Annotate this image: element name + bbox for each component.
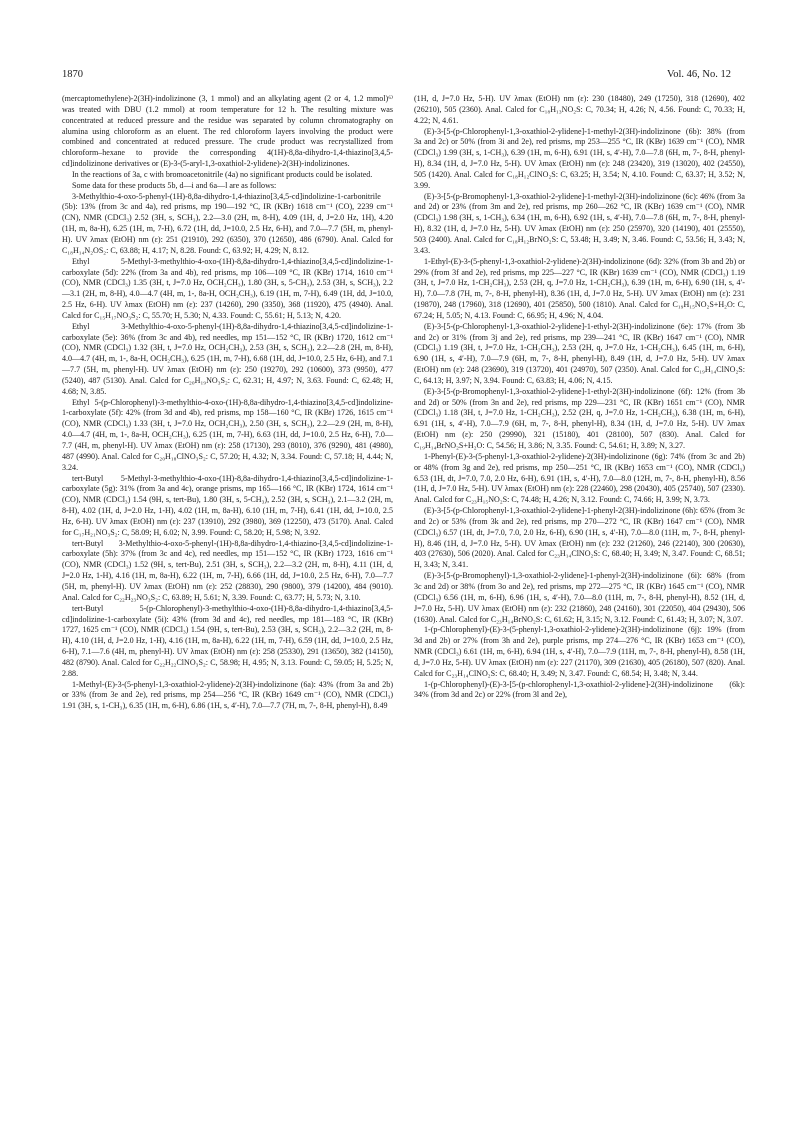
compound-entry: (E)-3-[5-(p-Bromophenyl-1,3-oxathiol-2-ylidene]-1-ethyl-2(3H)-indolizinone (6f): 12% (from 3b and 2d) or 50% (from 3n and 2e), red prisms, mp 229—231 °C, IR (KBr) 1651 cm⁻¹ (CO), NMR (CDCl₃) 1.18 (3H, t, J=7.0 Hz, 1-CH₂CH₃), 2.52 (2H, q, J=7.0 Hz, 1-CH₂CH₃), 6.38 (1H, m, 6-H), 6.91 (1H, s, 4′-H), 7.0—7.9 (6H, m, 7-, 8-H, phenyl-H), 8.34 (1H, d, J=7.0 Hz, 5-H). UV λmax (EtOH) nm (ε): 250 (29990), 321 (15180), 401 (28100), 507 (830). Anal. Calcd for C₁₉H₁₄BrNO₂S+H₂O: C, 54.56; H, 3.86; N, 3.35. Found: C, 54.61; H, 3.89; N, 3.27.	[414, 386, 745, 450]
compound-entry: Ethyl 5-(p-Chlorophenyl)-3-methylthio-4-oxo-(1H)-8,8a-dihydro-1,4-thiazino[3,4,5-cd]indolizine-1-carboxylate (5f): 42% (from 3d and 4b), red prisms, mp 158—160 °C, IR (KBr) 1726, 1615 cm⁻¹ (CO), NMR (CDCl₃) 1.33 (3H, t, J=7.0 Hz, OCH₂CH₃), 2.50 (3H, s, SCH₃), 2.2—2.9 (2H, m, 8-H), 4.0—4.7 (4H, m, 1-, 8a-H, OCH₂CH₃), 6.25 (1H, m, 7-H), 6.63 (1H, dd, J=10.0, 2.5 Hz, 6-H), 7.0—7.7 (4H, m, phenyl-H). UV λmax (EtOH) nm (ε): 258 (17130), 293 (8010), 376 (9290), 481 (4980), 487 (4990). Anal. Calcd for C₂₀H₁₈ClNO₃S₂: C, 57.20; H, 4.32; N, 3.34. Found: C, 57.18; H, 4.44; N, 3.24.	[62, 397, 393, 472]
compound-entry: 1-Methyl-(E)-3-(5-phenyl-1,3-oxathiol-2-ylidene)-2(3H)-indolizinone (6a): 43% (from 3a and 2b) or 33% (from 3e and 2e), red prisms, mp 254—256 °C, IR (KBr) 1649 cm⁻¹ (CO), NMR (CDCl₃) 1.91 (3H, s, 1-CH₃), 6.35 (1H, m, 6-H), 6.86 (1H, s, 4′-H), 7.0—7.7 (7H, m, 7-, 8-H, phenyl-H), 8.49	[62, 679, 393, 711]
compound-entry: 3-Methylthio-4-oxo-5-phenyl-(1H)-8,8a-dihydro-1,4-thiazino[3,4,5-cd]indolizine-1-carbonitrile (5b): 13% (from 3c and 4a), red prisms, mp 190—192 °C, IR (KBr) 1618 cm⁻¹ (CO), 2239 cm⁻¹ (CN), NMR (CDCl₃) 2.52 (3H, s, SCH₃), 2.2—3.0 (2H, m, 8-H), 4.09 (1H, d, J=2.0 Hz, 1H), 4.20 (1H, m, 8a-H), 6.25 (1H, m, 7-H), 6.72 (1H, dd, J=10.0, 2.5 Hz, 6-H), and 7.0—7.7 (5H, m, phenyl-H). UV λmax (EtOH) nm (ε): 251 (21910), 292 (6350), 370 (12650), 486 (6790). Anal. Calcd for C₁₈H₁₄N₂OS₂: C, 63.88; H, 4.17; N, 8.28. Found: C, 63.92; H, 4.29; N, 8.12.	[62, 191, 393, 255]
paragraph: In the reactions of 3a, c with bromoacetonitrile (4a) no significant products could be isolated.	[72, 169, 373, 179]
compound-entry: Ethyl 5-Methyl-3-methylthio-4-oxo-(1H)-8,8a-dihydro-1,4-thiazino[3,4,5-cd]indolizine-1-carboxylate (5d): 22% (from 3a and 4b), red prisms, mp 106—109 °C, IR (KBr) 1714, 1610 cm⁻¹ (CO), NMR (CDCl₃) 1.35 (3H, t, J=7.0 Hz, OCH₂CH₃), 1.80 (3H, s, 5-CH₃), 2.53 (3H, s, SCH₃), 2.2—3.1 (2H, m, 8-H), 4.0—4.7 (4H, m, 1-, 8a-H, OCH₂CH₃), 6.19 (1H, m, 7-H), 6.49 (1H, dd, J=10.0, 2.5 Hz, 6-H). UV λmax (EtOH) nm (ε): 237 (14260), 290 (3350), 368 (11920), 475 (4940). Anal. Calcd for C₁₅H₁₇NO₃S₂: C, 55.70; H, 5.30; N, 4.33. Found: C, 55.61; H, 5.13; N, 4.20.	[62, 256, 393, 320]
compound-entry: tert-Butyl 5-(p-Chlorophenyl)-3-methylthio-4-oxo-(1H)-8,8a-dihydro-1,4-thiazino[3,4,5-cd]indolizine-1-carboxylate (5i): 43% (from 3d and 4c), red needles, mp 181—183 °C, IR (KBr) 1727, 1625 cm⁻¹ (CO), NMR (CDCl₃) 1.54 (9H, s, tert-Bu), 2.53 (3H, s, SCH₃), 2.2—3.2 (2H, m, 8-H), 4.10 (1H, d, J=2.0 Hz, 1-H), 4.16 (1H, m, 8a-H), 6.22 (1H, m, 7-H), 6.59 (1H, dd, J=10.0, 2.5 Hz, 6-H), 7.1—7.6 (4H, m, phenyl-H). UV λmax (EtOH) nm (ε): 258 (25330), 291 (13650), 382 (14150), 482 (8790). Anal. Calcd for C₂₂H₂₂ClNO₃S₂: C, 58.98; H, 4.95; N, 3.13. Found: C, 59.05; H, 5.25; N, 2.88.	[62, 603, 393, 678]
compound-entry: Ethyl 3-Methylthio-4-oxo-5-phenyl-(1H)-8,8a-dihydro-1,4-thiazino[3,4,5-cd]indolizine-1-carboxylate (5e): 36% (from 3c and 4b), red needles, mp 151—152 °C, IR (KBr) 1720, 1612 cm⁻¹ (CO), NMR (CDCl₃) 1.32 (3H, t, J=7.0 Hz, OCH₂CH₃), 2.53 (3H, s, SCH₃), 2.2—2.8 (2H, m, 8-H), 4.0—4.7 (4H, m, 1-, 8a-H, OCH₂CH₃), 6.25 (1H, m, 7-H), 6.68 (1H, dd, J=10.0, 2.5 Hz, 6-H), and 7.1—7.7 (5H, m, phenyl-H). UV λmax (EtOH) nm (ε): 250 (19270), 292 (10600), 373 (9950), 477 (5240), 487 (5130). Anal. Calcd for C₂₀H₁₉NO₃S₂: C, 62.31; H, 4.97; N, 3.63. Found: C, 62.48; H, 4.68; N, 3.85.	[62, 321, 393, 396]
compound-entry: (E)-3-[5-(p-Chlorophenyl-1,3-oxathiol-2-ylidene]-1-methyl-2(3H)-indolizinone (6b): 38% (from 3a and 2c) or 50% (from 3i and 2e), red prisms, mp 253—255 °C, IR (KBr) 1639 cm⁻¹ (CO), NMR (CDCl₃) 1.99 (3H, s, 1-CH₃), 6.39 (1H, m, 6-H), 6.91 (1H, s, 4′-H), 7.0—7.8 (6H, m, 7-, 8-H, phenyl-H), 8.34 (1H, d, J=7.0 Hz, 5-H). UV λmax (EtOH) nm (ε): 248 (23420), 319 (13020), 402 (24550), 505 (1420). Anal. Calcd for C₁₈H₁₂ClNO₂S: C, 63.25; H, 3.54; N, 4.10. Found: C, 63.37; H, 3.52; N, 3.99.	[414, 126, 745, 190]
compound-entry: (E)-3-[5-(p-Chlorophenyl-1,3-oxathiol-2-ylidene]-1-phenyl-2(3H)-indolizinone (6h): 65% (from 3c and 2c) or 53% (from 3k and 2e), red prisms, mp 270—272 °C, IR (KBr) 1647 cm⁻¹ (CO), NMR (CDCl₃) 6.57 (1H, dt, J=7.0, 7.0, 2.0 Hz, 6-H), 6.90 (1H, s, 4′-H), 7.0—8.0 (11H, m, 7-, 8-H, phenyl-H), 8.46 (1H, d, J=7.0 Hz, 5-H). UV λmax (EtOH) nm (ε): 232 (21260), 246 (22140), 300 (20630), 403 (27630), 506 (2020). Anal. Calcd for C₂₃H₁₄ClNO₂S: C, 68.40; H, 3.49; N, 3.47. Found: C, 68.51; H, 3.43; N, 3.41.	[414, 506, 745, 570]
left-column	[62, 94, 393, 712]
compound-entry: 1-Ethyl-(E)-3-(5-phenyl-1,3-oxathiol-2-ylidene)-2(3H)-indolizinone (6d): 32% (from 3b and 2b) or 29% (from 3f and 2e), red prisms, mp 225—227 °C, IR (KBr) 1639 cm⁻¹ (CO), NMR (CDCl₃) 1.19 (3H, t, J=7.0 Hz, 1-CH₂CH₃), 2.53 (2H, q, J=7.0 Hz, 1-CH₂CH₃), 6.39 (1H, m, 6-H), 6.90 (1H, s, 4′-H), 7.0—7.8 (7H, m, 7-, 8-H, phenyl-H), 8.36 (1H, d, J=7.0 Hz, 5-H). UV λmax (EtOH) nm (ε): 231 (19870), 248 (17960), 318 (12690), 401 (25850), 500 (1810). Anal. Calcd for C₁₉H₁₅NO₂S+H₂O: C, 67.24; H, 5.05; N, 4.13. Found: C, 66.95; H, 4.96; N, 4.04.	[414, 256, 745, 320]
compound-entry: tert-Butyl 3-Methylthio-4-oxo-5-phenyl-(1H)-8,8a-dihydro-1,4-thiazino-[3,4,5-cd]indolizine-1-carboxylate (5h): 37% (from 3c and 4c), red needles, mp 151—152 °C, IR (KBr) 1723, 1616 cm⁻¹ (CO), NMR (CDCl₃) 1.52 (9H, s, tert-Bu), 2.51 (3H, s, SCH₃), 2.2—3.2 (2H, m, 8-H), 4.11 (1H, d, J=2.0 Hz, 1-H), 4.16 (1H, m, 8a-H), 6.22 (1H, m, 7-H), 6.66 (1H, dd, J=10.0, 2.5 Hz, 6-H), 7.0—7.7 (5H, m, phenyl-H). UV λmax (EtOH) nm (ε): 252 (28830), 290 (9800), 379 (14200), 484 (9010). Anal. Calcd for C₂₂H₂₃NO₃S₂: C, 63.89; H, 5.61; N, 3.39. Found: C, 63.77; H, 5.73; N, 3.10.	[62, 538, 393, 602]
compound-entry: (E)-3-[5-(p-Chlorophenyl-1,3-oxathiol-2-ylidene]-1-ethyl-2(3H)-indolizinone (6e): 17% (from 3b and 2c) or 31% (from 3j and 2e), red prisms, mp 239—241 °C, IR (KBr) 1647 cm⁻¹ (CO), NMR (CDCl₃) 1.19 (3H, t, J=7.0 Hz, 1-CH₂CH₃), 2.53 (2H, q, J=7.0 Hz, 1-CH₂CH₃), 6.45 (1H, m, 6-H), 6.90 (1H, s, 4′-H), 7.0—7.9 (6H, m, 7-, 8-H, phenyl-H), 8.49 (1H, d, J=7.0 Hz, 5-H). UV λmax (EtOH) nm (ε): 248 (23690), 319 (13720), 401 (24970), 507 (2350). Anal. Calcd for C₁₉H₁₄ClNO₂S: C, 64.13; H, 3.97; N, 3.94. Found: C, 63.83; H, 4.06; N, 4.15.	[414, 321, 745, 385]
compound-entry: (E)-3-[5-(p-Bromophenyl-1,3-oxathiol-2-ylidene]-1-methyl-2(3H)-indolizinone (6c): 46% (from 3a and 2d) or 23% (from 3m and 2e), red prisms, mp 260—262 °C, IR (KBr) 1639 cm⁻¹ (CO), NMR (CDCl₃) 1.98 (3H, s, 1-CH₃), 6.34 (1H, m, 6-H), 6.92 (1H, s, 4′-H), 7.0—7.8 (6H, m, 7-, 8-H, phenyl-H), 8.32 (1H, d, J=7.0 Hz, 5-H). UV λmax (EtOH) nm (ε): 250 (25970), 320 (14190), 401 (25550), 503 (2400). Anal. Calcd for C₁₈H₁₂BrNO₂S: C, 53.48; H, 3.49; N, 3.46. Found: C, 53.56; H, 3.43; N, 3.43.	[414, 191, 745, 255]
right-column	[414, 94, 745, 701]
page-number: 1870	[62, 69, 83, 80]
compound-entry: 1-(p-Chlorophenyl)-(E)-3-(5-phenyl-1,3-oxathiol-2-ylidene)-2(3H)-indolizinone (6j): 19% (from 3d and 2b) or 27% (from 3h and 2e), purple prisms, mp 274—276 °C, IR (KBr) 1653 cm⁻¹ (CO), NMR (CDCl₃) 6.61 (1H, m, 6-H), 6.94 (1H, s, 4′-H), 7.0—7.9 (11H, m, 7-, 8-H, phenyl-H), 8.58 (1H, d, J=7.0 Hz, 5-H). UV λmax (EtOH) nm (ε): 227 (21170), 309 (21630), 405 (26180), 507 (820). Anal. Calcd for C₂₃H₁₄ClNO₂S: C, 68.40; H, 3.49; N, 3.47. Found: C, 68.54; H, 3.48; N, 3.44.	[414, 625, 745, 678]
compound-entry: tert-Butyl 5-Methyl-3-methylthio-4-oxo-(1H)-8,8a-dihydro-1,4-thiazino[3,4,5-cd]indolizine-1-carboxylate (5g): 31% (from 3a and 4c), orange prisms, mp 165—166 °C, IR (KBr) 1724, 1614 cm⁻¹ (CO), NMR (CDCl₃) 1.54 (9H, s, tert-Bu), 1.80 (3H, s, 5-CH₃), 2.52 (3H, s, SCH₃), 2.1—3.2 (2H, m, 8-H), 4.02 (1H, d, J=2.0 Hz, 1-H), 4.02 (1H, m, 8a-H), 6.10 (1H, m, 7-H), 6.41 (1H, dd, J=10.0, 2.5 Hz, 6-H). UV λmax (EtOH) nm (ε): 237 (13910), 292 (3980), 369 (12250), 473 (5170). Anal. Calcd for C₁₇H₂₁NO₃S₂: C, 58.09; H, 6.02; N, 3.99. Found: C, 58.20; H, 5.98; N, 3.92.	[62, 473, 393, 537]
paragraph: Some data for these products 5b, d—i and 6a—l are as follows:	[72, 180, 277, 190]
journal-volume: Vol. 46, No. 12	[667, 69, 731, 80]
compound-entry: (1H, d, J=7.0 Hz, 5-H). UV λmax (EtOH) nm (ε): 230 (18480), 249 (17250), 318 (12690), 402 (26210), 505 (2360). Anal. Calcd for C₁₈H₁₃NO₂S: C, 70.34; H, 4.26; N, 4.56. Found: C, 70.33; H, 4.22; N, 4.61.	[414, 94, 745, 125]
paragraph: (mercaptomethylene)-2(3H)-indolizinone (3, 1 mmol) and an alkylating agent (2 or 4, 1.2 mmol)⁶⁾ was treated with DBU (1.2 mmol) at room temperature for 12 h. The resulting mixture was concentrated at reduced pressure and the residue was separated by column chromatography on alumina using chloroform as an eluent. The red chloroform layers involving the product were combined and concentrated at reduced pressure. The crude product was recrystallized from chloroform–hexane to provide the corresponding 4(1H)-8,8a-dihydro-1,4-thiazino[3,4,5-cd]indolizinone derivatives or (E)-3-(5-aryl-1,3-oxathiol-2-ylidene)-2(3H)-indolizinones.	[62, 94, 393, 169]
compound-entry: (E)-3-[5-(p-Bromophenyl)-1,3-oxathiol-2-ylidene]-1-phenyl-2(3H)-indolizinone (6i): 68% (from 3c and 2d) or 38% (from 3o and 2e), red prisms, mp 272—275 °C, IR (KBr) 1645 cm⁻¹ (CO), NMR (CDCl₃) 6.56 (1H, m, 6-H), 6.96 (1H, s, 4′-H), 7.0—8.0 (11H, m, 7-, 8-H, phenyl-H), 8.52 (1H, d, J=7.0 Hz, 5-H). UV λmax (EtOH) nm (ε): 232 (21860), 248 (24160), 301 (22050), 404 (29430), 506 (1630). Anal. Calcd for C₂₃H₁₄BrNO₂S: C, 61.62; H, 3.15; N, 3.12. Found: C, 61.43; H, 3.07; N, 3.07.	[414, 571, 745, 624]
compound-entry: 1-Phenyl-(E)-3-(5-phenyl-1,3-oxathiol-2-ylidene)-2(3H)-indolizinone (6g): 74% (from 3c and 2b) or 48% (from 3g and 2e), red prisms, mp 250—251 °C, IR (KBr) 1653 cm⁻¹ (CO), NMR (CDCl₃) 6.53 (1H, dt, J=7.0, 7.0, 2.0 Hz, 6-H), 6.91 (1H, s, 4′-H), 7.0—8.0 (12H, m, 7-, 8-H, phenyl-H), 8.56 (1H, d, J=7.0 Hz, 5-H). UV λmax (EtOH) nm (ε): 228 (22460), 298 (20430), 405 (25740), 507 (2330). Anal. Calcd for C₂₃H₁₅NO₂S: C, 74.48; H, 4.26; N, 3.12. Found: C, 74.66; H, 3.99; N, 3.73.	[414, 451, 745, 505]
compound-entry: 1-(p-Chlorophenyl)-(E)-3-[5-(p-chlorophenyl-1,3-oxathiol-2-ylidene]-2(3H)-indolizinone (6k): 34% (from 3d and 2c) or 22% (from 3l and 2e),	[414, 679, 745, 700]
